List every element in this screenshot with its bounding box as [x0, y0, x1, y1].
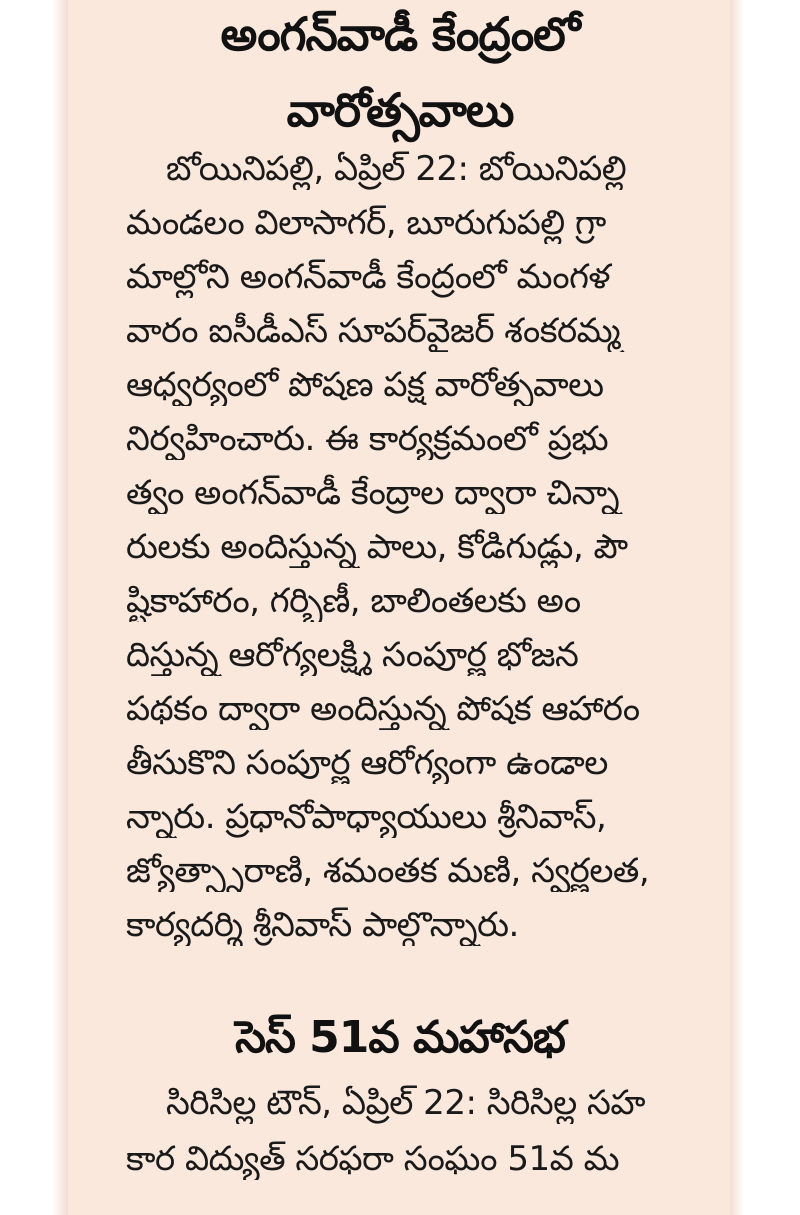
article2-body-line: సిరిసిల్ల టౌన్, ఏప్రిల్ 22: సిరిసిల్ల సహ [166, 1083, 646, 1123]
article1-headline-line1: అంగన్‌వాడీ కేంద్రంలో [220, 7, 580, 61]
article1-body-line: ష్టికాహారం, గర్భిణీ, బాలింతలకు అం [126, 581, 581, 621]
article1-body-line: వారం ఐసీడీఎస్ సూపర్‌వైజర్ శంకరమ్మ [126, 311, 621, 351]
article1-headline-line2: వారోత్సవాలు [286, 83, 514, 137]
article1-body-line: దిస్తున్న ఆరోగ్యలక్ష్మి సంపూర్ణ భోజన [126, 635, 579, 675]
article1-body-line: కార్యదర్శి శ్రీనివాస్ పాల్గొన్నారు. [126, 905, 519, 945]
article2-headline: సెస్ 51వ మహాసభ [235, 1012, 565, 1063]
article1-body-line: ఆధ్వర్యంలో పోషణ పక్ష వారోత్సవాలు [126, 365, 604, 405]
article1-body-line: త్వం అంగన్‌వాడీ కేంద్రాల ద్వారా చిన్నా [126, 473, 620, 513]
article1-body-line: తీసుకొని సంపూర్ణ ఆరోగ్యంగా ఉండాల [126, 743, 608, 783]
article2-body-line: కార విద్యుత్ సరఫరా సంఘం 51వ మ [126, 1139, 620, 1179]
article1-body-line: నిర్వహించారు. ఈ కార్యక్రమంలో ప్రభు [126, 419, 609, 459]
article1-body-line: మండలం విలాసాగర్, బూరుగుపల్లి గ్రా [126, 203, 606, 243]
article1-body-line: జ్యోత్స్నారాణి, శమంతక మణి, స్వర్ణలత, [126, 851, 650, 891]
article1-body-line: పథకం ద్వారా అందిస్తున్న పోషక ఆహారం [126, 689, 640, 729]
article1-body-line: న్నారు. ప్రధానోపాధ్యాయులు శ్రీనివాస్, [126, 797, 607, 837]
article1-body-line: మాల్లోని అంగన్‌వాడీ కేంద్రంలో మంగళ [126, 257, 610, 297]
article1-body-line: రులకు అందిస్తున్న పాలు, కోడిగుడ్లు, పౌ [126, 527, 628, 567]
article1-body-line: బోయినిపల్లి, ఏప్రిల్ 22: బోయినిపల్లి [166, 149, 627, 189]
